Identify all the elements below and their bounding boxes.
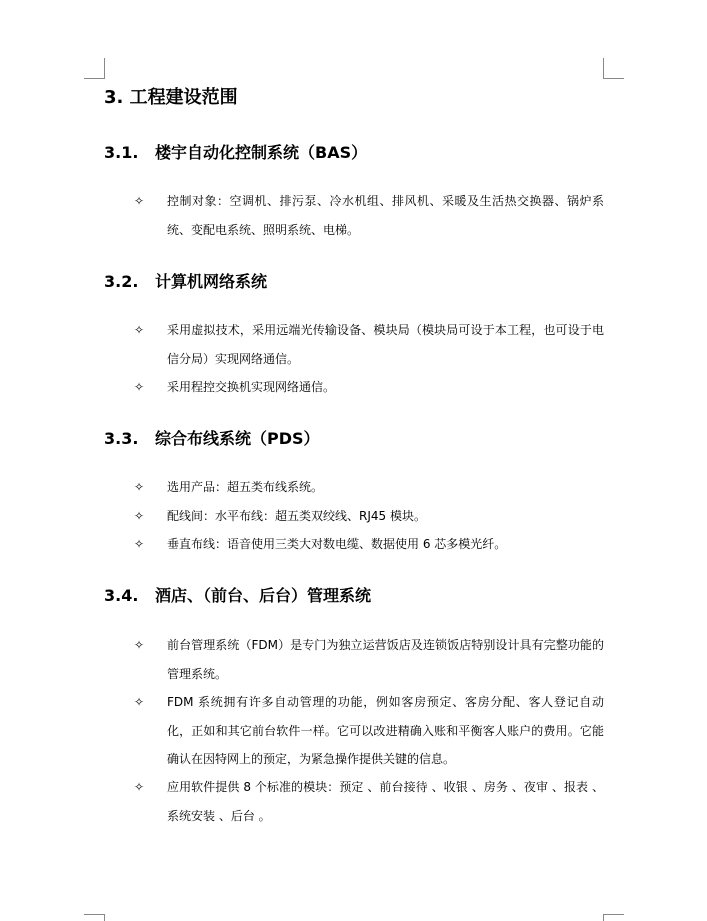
bullet-text: 选用产品：超五类布线系统。 [167, 480, 324, 494]
bullet-item [104, 631, 604, 688]
crop-mark-top-left [84, 58, 105, 79]
subsection-title: 酒店、（前台、后台）管理系统 [155, 586, 372, 605]
section-title: 工程建设范围 [129, 87, 238, 108]
section-heading [104, 88, 238, 108]
subsection-number: 3.1. [104, 143, 139, 162]
subsection-number: 3.4. [104, 586, 139, 605]
diamond-bullet-icon: ✧ [134, 695, 145, 709]
subsection-heading-3-2 [104, 272, 267, 292]
section-number: 3. [104, 87, 124, 108]
bullet-item [104, 530, 604, 559]
bullet-item [104, 502, 604, 531]
bullet-text: 应用软件提供 8 个标准的模块：预定 、前台接待 、收银 、房务 、夜审 、报表 、系统安装 、后台 。 [167, 780, 604, 823]
bullet-item [104, 316, 604, 373]
crop-mark-bottom-right [603, 914, 624, 921]
bullet-text: 控制对象：空调机、排污泵、冷水机组、排风机、采暖及生活热交换器、锅炉系统、变配电系统、照明系统、电梯。 [167, 194, 604, 237]
subsection-title: 计算机网络系统 [155, 272, 268, 291]
diamond-bullet-icon: ✧ [134, 480, 145, 494]
bullet-text: 采用虚拟技术，采用远端光传输设备、模块局（模块局可设于本工程，也可设于电信分局）实现网络通信。 [167, 323, 604, 366]
subsection-number: 3.3. [104, 429, 139, 448]
subsection-title: 楼宇自动化控制系统（BAS） [155, 143, 368, 162]
subsection-heading-3-1 [104, 143, 367, 163]
diamond-bullet-icon: ✧ [134, 323, 145, 337]
subsection-title: 综合布线系统（PDS） [155, 429, 320, 448]
bullet-text: 配线间：水平布线：超五类双绞线、RJ45 模块。 [167, 509, 426, 523]
crop-mark-bottom-left [84, 914, 105, 921]
crop-mark-top-right [603, 58, 624, 79]
bullet-text: 前台管理系统（FDM）是专门为独立运营饭店及连锁饭店特别设计具有完整功能的管理系统。 [167, 638, 604, 681]
bullet-item [104, 688, 604, 774]
bullet-text: 垂直布线：语音使用三类大对数电缆、数据使用 6 芯多模光纤。 [167, 537, 507, 551]
subsection-heading-3-4 [104, 586, 371, 606]
bullet-item [104, 187, 604, 244]
bullet-item [104, 373, 604, 402]
bullet-item [104, 773, 604, 830]
diamond-bullet-icon: ✧ [134, 780, 145, 794]
diamond-bullet-icon: ✧ [134, 509, 145, 523]
subsection-number: 3.2. [104, 272, 139, 291]
bullet-text: 采用程控交换机实现网络通信。 [167, 380, 336, 394]
bullet-text: FDM 系统拥有许多自动管理的功能，例如客房预定、客房分配、客人登记自动化，正如和其它前台软件一样。它可以改进精确入账和平衡客人账户的费用。它能确认在因特网上的预定，为紧急操作提供关键的信息。 [167, 695, 604, 766]
diamond-bullet-icon: ✧ [134, 537, 145, 551]
bullet-item [104, 473, 604, 502]
diamond-bullet-icon: ✧ [134, 380, 145, 394]
subsection-heading-3-3 [104, 429, 320, 449]
diamond-bullet-icon: ✧ [134, 194, 145, 208]
diamond-bullet-icon: ✧ [134, 638, 145, 652]
